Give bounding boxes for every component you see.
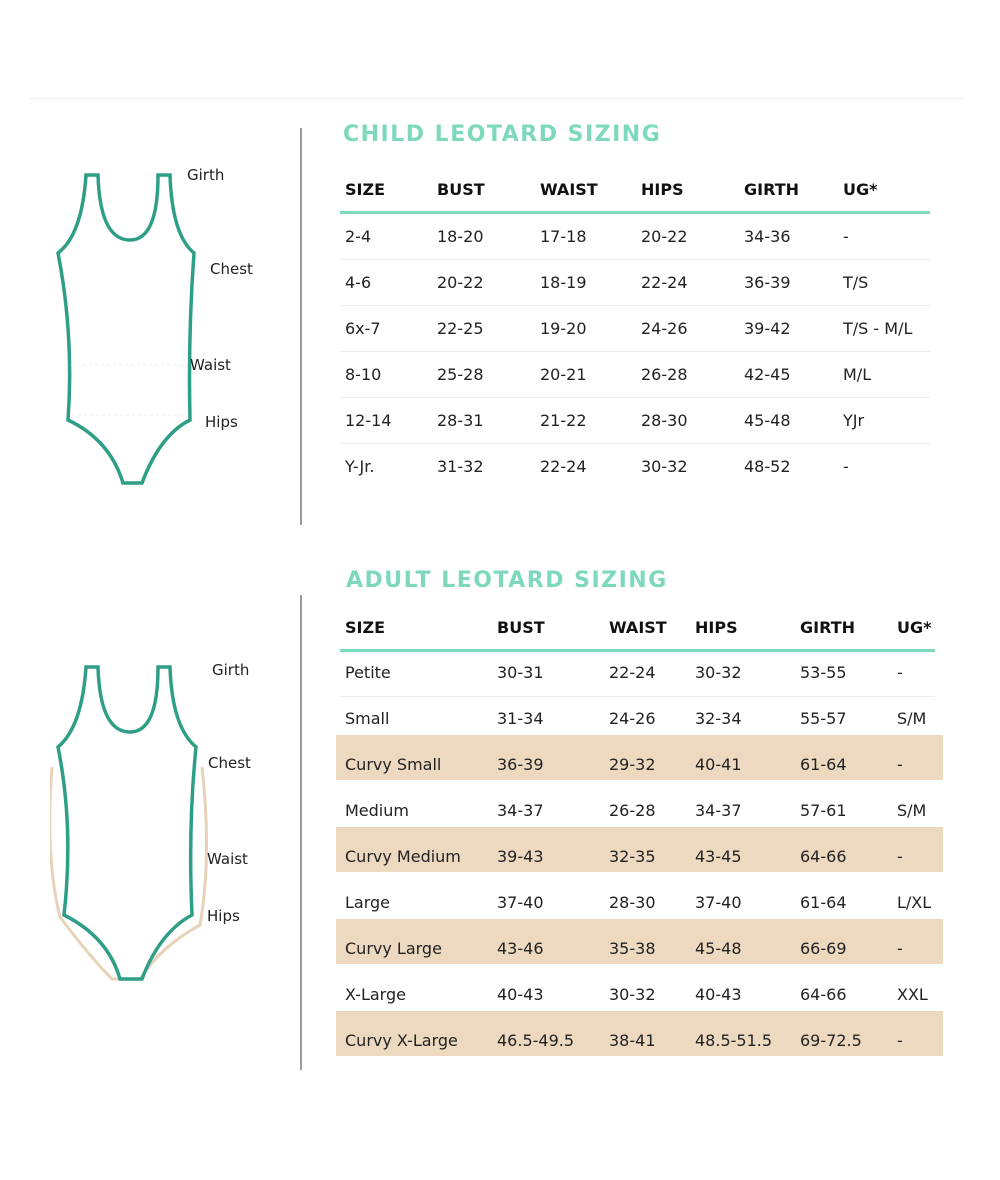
table-cell: 4-6 [345,273,372,292]
table-cell: L/XL [897,893,932,912]
table-cell: T/S - M/L [843,319,913,338]
table-cell: 40-43 [695,985,742,1004]
table-cell: X-Large [345,985,406,1004]
table-cell: 28-31 [437,411,484,430]
table-cell: 2-4 [345,227,372,246]
table-cell: 28-30 [641,411,688,430]
column-header: SIZE [345,180,386,199]
hips-label: Hips [207,907,240,925]
table-cell: 20-22 [437,273,484,292]
table-cell: 31-34 [497,709,544,728]
table-cell: 69-72.5 [800,1031,862,1050]
column-header: BUST [497,618,545,637]
row-divider [340,397,930,398]
girth-label: Girth [187,166,225,184]
table-cell: 42-45 [744,365,791,384]
table-cell: - [897,1031,903,1050]
table-cell: 21-22 [540,411,587,430]
table-cell: 55-57 [800,709,847,728]
table-cell: Medium [345,801,409,820]
table-cell: 64-66 [800,985,847,1004]
table-cell: - [897,847,903,866]
row-divider [340,351,930,352]
table-cell: 48.5-51.5 [695,1031,773,1050]
table-cell: 26-28 [609,801,656,820]
top-divider [30,98,965,99]
table-cell: 43-45 [695,847,742,866]
table-cell: 45-48 [695,939,742,958]
table-cell: 17-18 [540,227,587,246]
table-cell: 61-64 [800,755,847,774]
table-cell: Curvy X-Large [345,1031,458,1050]
table-cell: 53-55 [800,663,847,682]
table-cell: T/S [843,273,869,292]
column-header: WAIST [609,618,667,637]
adult-divider [300,595,302,1070]
child-divider [300,128,302,525]
table-cell: S/M [897,709,927,728]
table-cell: Curvy Large [345,939,442,958]
column-header: HIPS [695,618,738,637]
table-cell: Curvy Medium [345,847,461,866]
header-underline [340,211,930,214]
child-leotard-diagram [50,165,270,505]
table-cell: 18-19 [540,273,587,292]
table-cell: 28-30 [609,893,656,912]
table-cell: 19-20 [540,319,587,338]
table-cell: 39-42 [744,319,791,338]
table-cell: 31-32 [437,457,484,476]
table-cell: 45-48 [744,411,791,430]
table-cell: 36-39 [744,273,791,292]
table-cell: 6x-7 [345,319,381,338]
table-cell: Curvy Small [345,755,442,774]
table-cell: - [897,755,903,774]
table-cell: 30-32 [609,985,656,1004]
table-cell: 66-69 [800,939,847,958]
adult-leotard-diagram [50,657,270,997]
table-cell: YJr [843,411,865,430]
column-header: BUST [437,180,485,199]
table-cell: 30-31 [497,663,544,682]
table-cell: 64-66 [800,847,847,866]
table-cell: Large [345,893,391,912]
table-cell: 37-40 [695,893,742,912]
table-cell: Small [345,709,390,728]
row-divider [340,443,930,444]
column-header: HIPS [641,180,684,199]
table-cell: M/L [843,365,872,384]
table-cell: 22-25 [437,319,484,338]
column-header: WAIST [540,180,598,199]
table-cell: 32-35 [609,847,656,866]
table-cell: 48-52 [744,457,791,476]
girth-label: Girth [212,661,250,679]
table-cell: 34-36 [744,227,791,246]
table-cell: 46.5-49.5 [497,1031,575,1050]
table-cell: 30-32 [641,457,688,476]
hips-label: Hips [205,413,238,431]
chest-label: Chest [210,260,253,278]
column-header: UG* [897,618,932,637]
table-cell: 37-40 [497,893,544,912]
table-cell: Petite [345,663,391,682]
table-cell: 39-43 [497,847,544,866]
table-cell: - [897,939,903,958]
table-cell: 36-39 [497,755,544,774]
table-cell: 57-61 [800,801,847,820]
waist-label: Waist [190,356,231,374]
table-cell: - [843,227,849,246]
table-cell: 34-37 [497,801,544,820]
column-header: UG* [843,180,878,199]
table-cell: 24-26 [609,709,656,728]
table-cell: 26-28 [641,365,688,384]
table-cell: 22-24 [641,273,688,292]
table-cell: 32-34 [695,709,742,728]
table-cell: 22-24 [540,457,587,476]
table-cell: 22-24 [609,663,656,682]
table-cell: 43-46 [497,939,544,958]
column-header: GIRTH [800,618,855,637]
table-cell: 38-41 [609,1031,656,1050]
table-cell: 25-28 [437,365,484,384]
table-cell: 12-14 [345,411,392,430]
table-cell: 8-10 [345,365,382,384]
waist-label: Waist [207,850,248,868]
table-cell: 34-37 [695,801,742,820]
table-cell: 61-64 [800,893,847,912]
table-cell: 20-22 [641,227,688,246]
table-cell: 35-38 [609,939,656,958]
child-title: CHILD LEOTARD SIZING [343,122,662,147]
table-cell: 40-41 [695,755,742,774]
row-divider [340,696,935,697]
column-header: SIZE [345,618,386,637]
header-underline [340,649,935,652]
row-divider [340,259,930,260]
table-cell: 18-20 [437,227,484,246]
table-cell: Y-Jr. [345,457,375,476]
table-cell: S/M [897,801,927,820]
table-cell: - [843,457,849,476]
table-cell: 29-32 [609,755,656,774]
table-cell: 24-26 [641,319,688,338]
table-cell: - [897,663,903,682]
chest-label: Chest [208,754,251,772]
column-header: GIRTH [744,180,799,199]
adult-title: ADULT LEOTARD SIZING [346,568,668,593]
table-cell: 20-21 [540,365,587,384]
table-cell: XXL [897,985,928,1004]
table-cell: 40-43 [497,985,544,1004]
table-cell: 30-32 [695,663,742,682]
row-divider [340,305,930,306]
